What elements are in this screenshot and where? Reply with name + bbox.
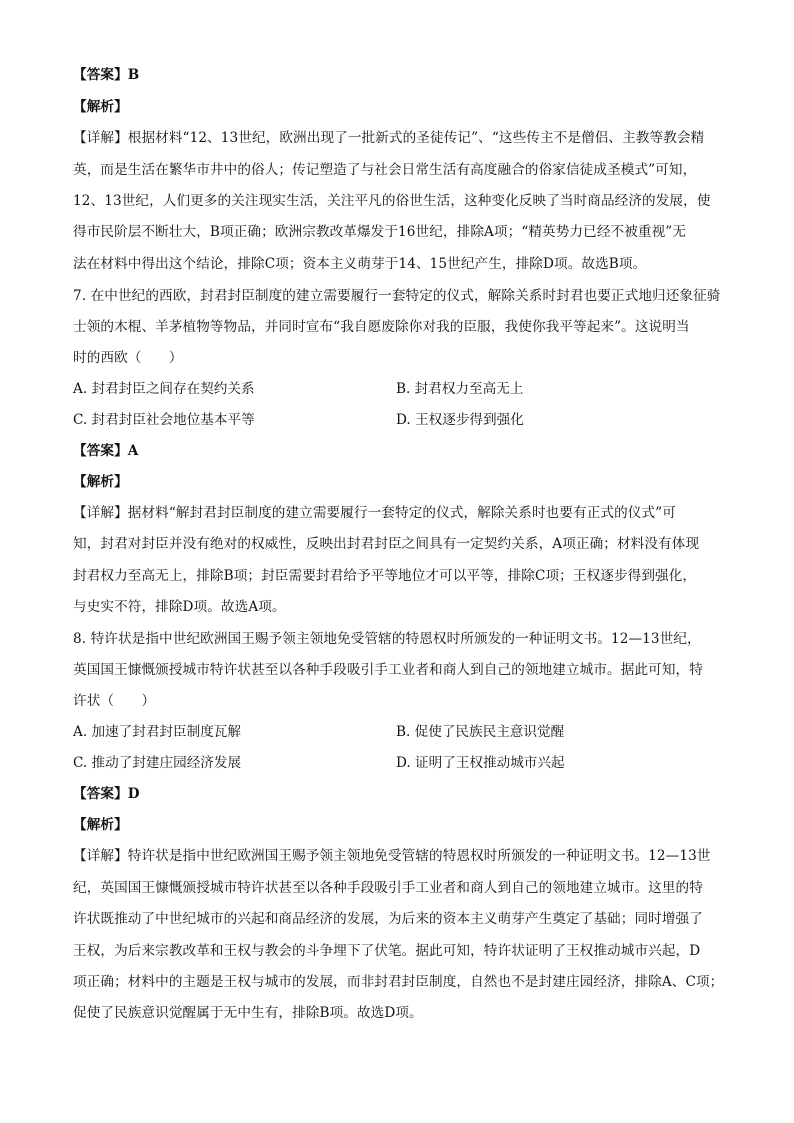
- q6-detail-line: 12、13世纪，人们更多的关注现实生活，关注平凡的俗世生活，这种变化反映了当时商品经济的发展，使: [73, 193, 711, 209]
- q7-option-d: D. 王权逐步得到强化: [396, 412, 524, 428]
- q8-stem-line: 英国国王慷慨颁授城市特许状甚至以各种手段吸引手工业者和商人到自己的领地建立城市。据此可知，特: [73, 662, 703, 678]
- q6-detail-line: 法在材料中得出这个结论，排除C项；资本主义萌芽于14、15世纪产生，排除D项。故选B项。: [73, 256, 647, 272]
- q6-answer: 【答案】B: [73, 67, 140, 83]
- q8-option-c: C. 推动了封建庄园经济发展: [73, 755, 242, 771]
- q8-stem-line: 许状（ ）: [73, 693, 156, 709]
- q8-detail-line: 王权，为后来宗教改革和王权与教会的斗争埋下了伏笔。据此可知，特许状证明了王权推动城市兴起，D: [73, 943, 701, 959]
- q8-answer: 【答案】D: [73, 786, 140, 802]
- q8-detail-line: 许状既推动了中世纪城市的兴起和商品经济的发展，为后来的资本主义萌芽产生奠定了基础；同时增强了: [73, 911, 703, 927]
- q7-answer: 【答案】A: [73, 443, 139, 459]
- q7-detail-line: 封君权力至高无上，排除B项；封臣需要封君给予平等地位才可以平等，排除C项；王权逐步得到强化，: [73, 568, 697, 584]
- q7-option-b: B. 封君权力至高无上: [396, 381, 524, 397]
- q8-detail-line: 项正确；材料中的主题是王权与城市的发展，而非封君封臣制度，自然也不是封建庄园经济，排除A、C项；: [73, 974, 724, 990]
- q7-analysis-heading: 【解析】: [73, 474, 128, 490]
- q6-detail-line: 英，而是生活在繁华市井中的俗人；传记塑造了与社会日常生活有高度融合的俗家信徒成圣模式”可知，: [73, 162, 697, 178]
- q8-detail-line: 促使了民族意识觉醒属于无中生有，排除B项。故选D项。: [73, 1005, 423, 1021]
- q7-stem-line: 士领的木棍、羊茅植物等物品，并同时宣布“我自愿废除你对我的臣服，我使你我平等起来”。这说明当: [73, 319, 690, 335]
- q8-detail-line: 纪，英国国王慷慨颁授城市特许状甚至以各种手段吸引手工业者和商人到自己的领地建立城市。这里的特: [73, 880, 703, 896]
- q8-option-d: D. 证明了王权推动城市兴起: [396, 755, 565, 771]
- q7-detail-line: 知，封君对封臣并没有绝对的权威性，反映出封君封臣之间具有一定契约关系，A项正确；材料没有体现: [73, 536, 700, 552]
- q7-option-c: C. 封君封臣社会地位基本平等: [73, 412, 255, 428]
- q6-detail-line: 得市民阶层不断壮大，B项正确；欧洲宗教改革爆发于16世纪，排除A项；“精英势力已经不被重视”无: [73, 224, 687, 240]
- q7-option-a: A. 封君封臣之间存在契约关系: [73, 381, 255, 397]
- q6-analysis-heading: 【解析】: [73, 99, 128, 115]
- q7-detail-line: 与史实不符，排除D项。故选A项。: [73, 599, 286, 615]
- q8-option-a: A. 加速了封君封臣制度瓦解: [73, 724, 241, 740]
- q8-detail-line: 【详解】特许状是指中世纪欧洲国王赐予领主领地免受管辖的特恩权时所颁发的一种证明文书。12—13世: [73, 848, 711, 864]
- q8-option-b: B. 促使了民族民主意识觉醒: [396, 724, 565, 740]
- q8-analysis-heading: 【解析】: [73, 817, 128, 833]
- q8-stem-line: 8. 特许状是指中世纪欧洲国王赐予领主领地免受管辖的特恩权时所颁发的一种证明文书。12—13世纪，: [73, 631, 701, 647]
- q7-stem-line: 时的西欧（ ）: [73, 350, 183, 366]
- q7-detail-line: 【详解】据材料“解封君封臣制度的建立需要履行一套特定的仪式，解除关系时也要有正式的仪式”可: [73, 505, 676, 521]
- q7-stem-line: 7. 在中世纪的西欧，封君封臣制度的建立需要履行一套特定的仪式，解除关系时封君也要正式地归还象征骑: [73, 288, 721, 304]
- q6-detail-line: 【详解】根据材料“12、13世纪，欧洲出现了一批新式的圣徒传记”、“这些传主不是僧侣、主教等教会精: [73, 130, 705, 146]
